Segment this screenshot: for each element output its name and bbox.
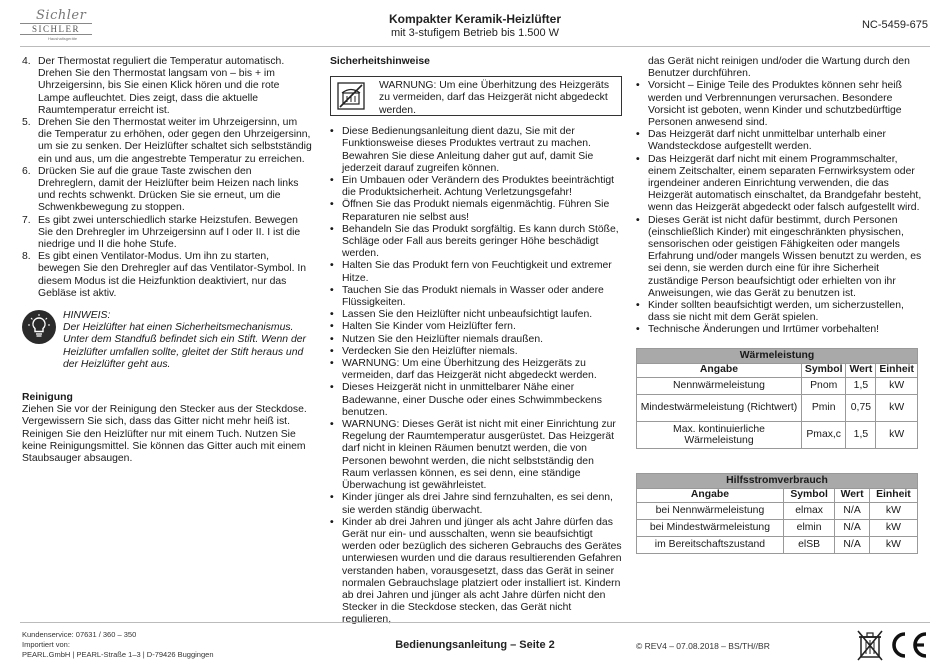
step-item: 4. Der Thermostat reguliert die Temperatur automatisch. Drehen Sie den Thermostat langsam von – bis + im Uhrzeigersinn, bis Sie einen Klick hören und die rote Lampe aufleuchtet. Dies zeigt, dass die aktuelle Raumtemperatur erreicht ist. <box>22 56 285 116</box>
safety-heading: Sicherheitshinweise <box>330 56 430 67</box>
cleaning-heading: Reinigung <box>22 392 73 404</box>
importer-label: Importiert von: <box>22 640 70 649</box>
hint-body: Der Heizlüfter hat einen Sicherheitsmechanismus. Unter dem Standfuß befindet sich ein Stift. Wenn der Heizlüfter umfallen sollte, gleitet der Stift heraus und der Heizlüfter geht aus. <box>63 322 306 370</box>
table-cell: elmax <box>783 502 834 519</box>
operation-steps <box>22 56 312 300</box>
lightbulb-icon <box>22 310 56 344</box>
warning-box <box>330 76 622 116</box>
table-caption: Hilfsstromverbrauch <box>637 473 918 488</box>
table-cell: Pnom <box>801 377 846 394</box>
list-item: • Ein Umbauen oder Verändern des Produktes beeinträchtigt die Produktsicherheit. Achtung Verletzungsgefahr! <box>330 175 622 199</box>
list-item: • Kinder sollten beaufsichtigt werden, um sicherzustellen, dass sie nicht mit dem Gerät spielen. <box>636 300 928 324</box>
sichler-logo <box>20 8 92 42</box>
column-header: Wert <box>835 488 870 502</box>
table-cell: kW <box>876 377 918 394</box>
table-caption: Wärmeleistung <box>637 348 918 363</box>
column-header: Einheit <box>869 488 917 502</box>
step-item: 6. Drücken Sie auf die graue Taste zwischen den Drehreglern, damit der Heizlüfter beim Heizen nach links und rechts schwenkt. Drücken Sie sie erneut, um die Schwenkbewegung zu stoppen. <box>22 165 299 214</box>
continued-text: das Gerät nicht reinigen und/oder die Wartung durch den Benutzer durchführen. <box>648 56 910 80</box>
list-item: • Vorsicht – Einige Teile des Produktes können sehr heiß werden und Verbrennungen verursachen. Besondere Vorsicht ist geboten, wenn Kinder und schutzbedürftige Personen anwesend sind. <box>636 80 928 129</box>
table-row <box>637 536 918 553</box>
column-header: Symbol <box>801 363 846 377</box>
column-header: Angabe <box>637 488 784 502</box>
list-item: • Öffnen Sie das Produkt niemals eigenmächtig. Führen Sie Reparaturen nie selbst aus! <box>330 199 622 223</box>
warning-box-text: WARNUNG: Um eine Überhitzung des Heizgeräts zu vermeiden, darf das Heizgerät nicht abgedeckt werden. <box>379 80 610 116</box>
page-header <box>0 0 950 48</box>
list-item: • Halten Sie das Produkt fern von Feuchtigkeit und extremer Hitze. <box>330 260 622 284</box>
importer-address: PEARL.GmbH | PEARL-Straße 1–3 | D-79426 Buggingen <box>22 650 214 659</box>
safety-list <box>330 126 622 626</box>
table-row <box>637 377 918 394</box>
page-footer-title: Bedienungsanleitung – Seite 2 <box>395 639 555 651</box>
table-cell: kW <box>876 421 918 448</box>
footer-contact <box>22 630 214 660</box>
list-item: • Das Heizgerät darf nicht mit einem Programmschalter, einem Zeitschalter, einem separaten Fernwirksystem oder irgendeiner anderen Einrichtung verwenden, die das Heizgerät automatisch einschaltet, da Brandgefahr besteht, wenn das Heizgerät abgedeckt oder falsch aufgestellt wird. <box>636 154 928 215</box>
certification-marks <box>857 628 929 662</box>
table-row <box>637 394 918 421</box>
column-header: Symbol <box>783 488 834 502</box>
step-item: 5. Drehen Sie den Thermostat weiter im Uhrzeigersinn, um die Temperatur zu erhöhen, oder gegen den Uhrzeigersinn, um sie zu senken. Der Heizlüfter schaltet sich selbstständig ein und aus, um die angestrebte Temperatur zu erreichen. <box>22 117 312 165</box>
list-item: • Technische Änderungen und Irrtümer vorbehalten! <box>636 324 928 336</box>
table-cell: 1,5 <box>846 421 876 448</box>
list-item: • Das Heizgerät darf nicht unmittelbar unterhalb einer Wandsteckdose aufgestellt werden. <box>636 129 928 153</box>
table-cell: elmin <box>783 519 834 536</box>
customer-service: Kundenservice: 07631 / 360 – 350 <box>22 630 137 639</box>
list-item: • Tauchen Sie das Produkt niemals in Wasser oder andere Flüssigkeiten. <box>330 285 622 309</box>
hint-text-block <box>63 310 313 371</box>
list-item: • Dieses Gerät ist nicht dafür bestimmt, durch Personen (einschließlich Kinder) mit eingeschränkten physischen, sensorischen oder geistigen Fähigkeiten oder mangels Erfahrung und/oder mangels Wissen benutzt zu werden, es sei denn, sie werden durch eine für ihre Sicherheit zuständige Person beaufsichtigt oder erhielten von ihr Anweisungen, wie das Gerät zu benutzen ist. <box>636 215 928 300</box>
table-cell: elSB <box>783 536 834 553</box>
table-cell: N/A <box>835 536 870 553</box>
heat-output-table <box>636 348 918 449</box>
list-item: • Verdecken Sie den Heizlüfter niemals. <box>330 346 622 358</box>
hint-title: HINWEIS: <box>63 310 111 322</box>
list-item: • WARNUNG: Um eine Überhitzung des Heizgeräts zu vermeiden, darf das Heizgerät nicht abgedeckt werden. <box>330 358 622 382</box>
ce-mark-icon <box>894 634 926 656</box>
logo-sub: Haushaltsgeräte <box>48 36 78 41</box>
column-right <box>636 56 928 554</box>
table-row <box>637 421 918 448</box>
table-cell: Pmin <box>801 394 846 421</box>
header-divider <box>20 46 930 47</box>
auxiliary-power-table <box>636 473 918 554</box>
list-item: • Kinder ab drei Jahren und jünger als acht Jahre dürfen das Gerät nur ein- und ausschalten, wenn sie beaufsichtigt werden oder bezüglich des sicheren Gebrauchs des Gerätes unterwiesen wurden und die daraus resultierenden Gefahren verstanden haben, vorausgesetzt, dass das Gerät in seiner normalen Gebrauchslage platziert oder installiert ist. Kindern ab drei Jahren und jünger als acht Jahre dürfen nicht den Stecker in die Steckdose stecken, das Gerät nicht regulieren, <box>330 517 622 627</box>
table-row <box>637 502 918 519</box>
logo-script: Sichler <box>36 8 87 23</box>
column-header: Angabe <box>637 363 802 377</box>
column-header: Wert <box>846 363 876 377</box>
table-cell: kW <box>876 394 918 421</box>
table-cell: kW <box>869 502 917 519</box>
table-cell: bei Mindestwärmeleistung <box>637 519 784 536</box>
table-cell: N/A <box>835 502 870 519</box>
list-item: • Lassen Sie den Heizlüfter nicht unbeaufsichtigt laufen. <box>330 309 622 321</box>
step-item: 7. Es gibt zwei unterschiedlich starke Heizstufen. Bewegen Sie den Drehregler im Uhrzeigersinn auf I oder II. I ist die niedrige und II die hohe Stufe. <box>22 214 301 251</box>
list-item: • WARNUNG: Dieses Gerät ist nicht mit einer Einrichtung zur Regelung der Raumtemperatur ausgerüstet. Das Heizgerät darf nicht in kleinen Räumen benutzt werden, die von Personen bewohnt werden, die nicht selbstständig den Raum verlassen können, es sei denn, eine ständige Überwachung ist gewährleistet. <box>330 419 622 492</box>
document-subtitle: mit 3-stufigem Betrieb bis 1.500 W <box>390 27 560 39</box>
table-cell: 1,5 <box>846 377 876 394</box>
weee-bin-icon <box>858 631 882 660</box>
document-title: Kompakter Keramik-Heizlüfter <box>388 12 562 26</box>
product-code: NC-5459-675 <box>861 19 928 31</box>
revision-info: © REV4 – 07.08.2018 – BS/TH//BR <box>636 641 770 651</box>
table-cell: N/A <box>835 519 870 536</box>
table-cell: Max. kontinuierliche Wärmeleistung <box>637 421 802 448</box>
table-row <box>637 519 918 536</box>
cleaning-text: Ziehen Sie vor der Reinigung den Stecker aus der Steckdose. Vergewissern Sie sich, dass das Gitter nicht mehr heiß ist. Reinigen Sie den Heizlüfter nur mit einem Tuch. Nutzen Sie keine Reinigungsmittel. Sie können das Gitter auch mit einem Staubsauger absaugen. <box>22 404 307 465</box>
table-cell: Pmax,c <box>801 421 846 448</box>
safety-list-continued <box>636 80 928 336</box>
list-item: • Kinder jünger als drei Jahre sind fernzuhalten, es sei denn, sie werden ständig überwacht. <box>330 492 622 516</box>
footer-divider <box>20 622 930 623</box>
cleaning-section <box>22 392 312 465</box>
column-left <box>22 56 312 465</box>
table-cell: kW <box>869 536 917 553</box>
table-cell: bei Nennwärmeleistung <box>637 502 784 519</box>
list-item: • Behandeln Sie das Produkt sorgfältig. Es kann durch Stöße, Schläge oder Fall aus bereits geringer Höhe beschädigt werden. <box>330 224 622 261</box>
step-item: 8. Es gibt einen Ventilator-Modus. Um ihn zu starten, bewegen Sie den Drehregler auf das Ventilator-Symbol. In diesem Modus ist die Heizfunktion deaktiviert, nur das Gebläse ist aktiv. <box>22 251 307 299</box>
hint-box <box>22 310 312 380</box>
list-item: • Nutzen Sie den Heizlüfter niemals draußen. <box>330 334 622 346</box>
list-item: • Diese Bedienungsanleitung dient dazu, Sie mit der Funktionsweise dieses Produktes vertraut zu machen. Bewahren Sie diese Anleitung daher gut auf, damit Sie jederzeit darauf zugreifen können. <box>330 126 622 175</box>
table-cell: im Bereitschaftszustand <box>637 536 784 553</box>
logo-brand: SICHLER <box>20 23 92 35</box>
column-header: Einheit <box>876 363 918 377</box>
table-cell: Mindestwärmeleistung (Richtwert) <box>637 394 802 421</box>
do-not-cover-icon <box>337 82 365 110</box>
list-item: • Dieses Heizgerät nicht in unmittelbarer Nähe einer Badewanne, einer Dusche oder eines Schwimmbeckens benutzen. <box>330 382 622 419</box>
list-item: • Halten Sie Kinder vom Heizlüfter fern. <box>330 321 622 333</box>
table-cell: 0,75 <box>846 394 876 421</box>
table-cell: kW <box>869 519 917 536</box>
table-cell: Nennwärmeleistung <box>637 377 802 394</box>
column-middle <box>330 56 622 627</box>
